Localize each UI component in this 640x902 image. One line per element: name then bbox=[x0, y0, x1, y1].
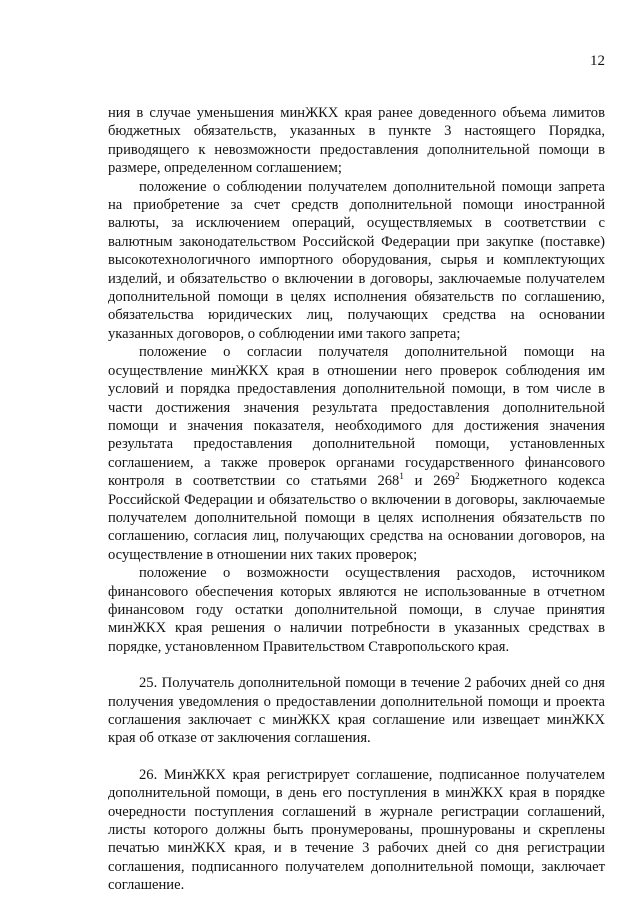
paragraph-remaining-funds: положение о возможности осуществления расходов, источником финансового обеспечения которых являются не использованные в отчетном финансовом году остатки дополнительной помощи, в случае принятия минЖКХ края решения о наличии потребности в указанных средствах в порядке, установленном Правительством Ставропольского края. bbox=[108, 565, 605, 655]
paragraph-continuation: ния в случае уменьшения минЖКХ края ранее доведенного объема лимитов бюджетных обязательств, указанных в пункте 3 настоящего Порядка, приводящего к невозможности предоставления дополнительной помощи в размере, определенном соглашением; bbox=[108, 105, 605, 177]
superscript: 1 bbox=[399, 471, 404, 482]
superscript: 2 bbox=[455, 471, 460, 482]
paragraph-item-26: 26. МинЖКХ края регистрирует соглашение, подписанное получателем дополнительной помощи, в день его поступления в минЖКХ края в порядке очередности поступления соглашений в журнале регистрации соглашений, листы которого должны быть пронумерованы, прошнурованы и скреплены печатью минЖКХ края, и в течение 3 рабочих дней со дня регистрации соглашения, подписанного получателем дополнительной помощи, заключает соглашение. bbox=[108, 766, 605, 894]
paragraph-currency-ban: положение о соблюдении получателем дополнительной помощи запрета на приобретение за счет средств дополнительной помощи иностранной валюты, за исключением операций, осуществляемых в соответствии с валютным законодательством Российской Федерации при закупке (поставке) высокотехнологичного импортного оборудования, сырья и комплектующих изделий, и обязательство о включении в договоры, заключаемые получателем дополнительной помощи в целях исполнения обязательств по соглашению, обязательства юридических лиц, получающих средства на основании указанных договоров, о соблюдении ими такого запрета; bbox=[108, 178, 605, 342]
page-number: 12 bbox=[590, 53, 605, 69]
paragraph-inspection-consent bbox=[108, 343, 605, 564]
paragraph-text: Бюджетного кодекса Российской Федерации и обязательство о включении в договоры, заключаемые получателем дополнительной помощи в целях исполнения обязательств по соглашению, согласия лиц, получающих средства на основании договоров, на осуществление в отношении них таких проверок; bbox=[108, 473, 605, 563]
paragraph-item-25: 25. Получатель дополнительной помощи в течение 2 рабочих дней со дня получения уведомления о предоставлении дополнительной помощи и проекта соглашения заключает с минЖКХ края соглашение или извещает минЖКХ края об отказе от заключения соглашения. bbox=[108, 675, 605, 747]
document-body bbox=[108, 104, 605, 895]
paragraph-text: и 269 bbox=[403, 473, 456, 490]
paragraph-text: положение о согласии получателя дополнительной помощи на осуществление минЖКХ края в отношении него проверок соблюдения им условий и порядка предоставления дополнительной помощи, в том числе в части достижения значения результата предоставления дополнительной помощи и значения показателя, необходимого для достижения значения результата предоставления дополнительной помощи, установленных соглашением, а также проверок органами государственного финансового контроля в соответствии со статьями 268 bbox=[108, 344, 605, 490]
